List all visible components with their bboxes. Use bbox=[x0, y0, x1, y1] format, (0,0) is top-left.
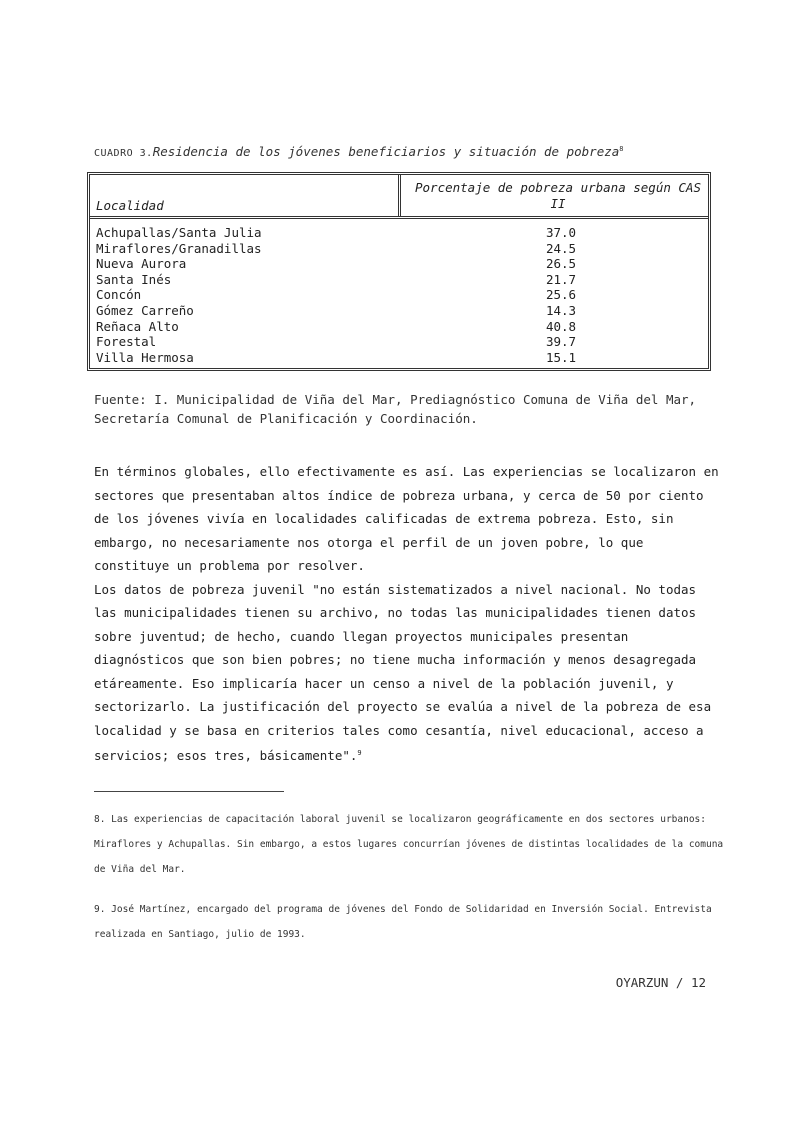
row-porcentaje: 37.0 bbox=[545, 225, 577, 240]
row-localidad: Miraflores/Granadillas bbox=[96, 240, 262, 256]
table-source: Fuente: I. Municipalidad de Viña del Mar, Prediagnóstico Comuna de Viña del Mar, Secretaría Comunal de Planificación y Coordinación. bbox=[94, 392, 697, 426]
table-row bbox=[96, 287, 708, 303]
paragraph-2-text: Los datos de pobreza juvenil "no están sistematizados a nivel nacional. No todas las municipalidades tienen su archivo, no todas las municipalidades tienen datos sobre juventud; de hecho, cuando llegan proyectos municipales presentan diagnósticos que son bien pobres; no tiene mucha información y menos desagregada etáreamente. Eso implicaría hacer un censo a nivel de la población juvenil, y sectorizarlo. La justificación del proyecto se evalúa a nivel de la pobreza de esa localidad y se basa en criterios tales como cesantía, nivel educacional, acceso a servicios; esos tres, básicamente". bbox=[94, 581, 712, 764]
table-row bbox=[96, 350, 708, 366]
caption-footnote-ref: 8 bbox=[619, 144, 624, 153]
header-divider bbox=[398, 175, 401, 216]
body-text bbox=[94, 460, 724, 768]
header-porcentaje: Porcentaje de pobreza urbana según CAS II bbox=[415, 180, 701, 211]
row-localidad: Forestal bbox=[96, 334, 157, 350]
table-caption bbox=[94, 144, 624, 159]
row-localidad: Nueva Aurora bbox=[96, 256, 187, 272]
row-porcentaje: 21.7 bbox=[545, 271, 577, 287]
table-row bbox=[96, 272, 708, 288]
footnote-separator bbox=[94, 791, 284, 792]
paragraph-1: En términos globales, ello efectivamente es así. Las experiencias se localizaron en sectores que presentaban altos índice de pobreza urbana, y cerca de 50 por ciento de los jóvenes vivía en localidades calificadas de extrema pobreza. Esto, sin embargo, no necesariamente nos otorga el perfil de un joven pobre, lo que constituye un problema por resolver. bbox=[94, 464, 719, 573]
row-porcentaje: 39.7 bbox=[545, 334, 577, 350]
table-row bbox=[96, 334, 708, 350]
paragraph-2 bbox=[94, 578, 724, 768]
table-header bbox=[90, 175, 708, 219]
row-porcentaje: 26.5 bbox=[545, 256, 577, 272]
row-porcentaje: 40.8 bbox=[545, 318, 577, 334]
footnote-8: 8. Las experiencias de capacitación laboral juvenil se localizaron geográficamente en dos sectores urbanos: Miraflores y Achupallas. Sin embargo, a estos lugares concurrían jóvenes de distintas localidades de la comuna de Viña del Mar. bbox=[94, 814, 724, 875]
caption-lead: CUADRO 3. bbox=[94, 148, 153, 159]
row-localidad: Concón bbox=[96, 287, 142, 303]
table-row bbox=[96, 319, 708, 335]
table-row bbox=[96, 303, 708, 319]
table-row bbox=[96, 256, 708, 272]
header-localidad: Localidad bbox=[96, 198, 164, 213]
footnote-9: 9. José Martínez, encargado del programa de jóvenes del Fondo de Solidaridad en Inversión Social. Entrevista realizada en Santiago, julio de 1993. bbox=[94, 904, 712, 940]
table-row bbox=[96, 241, 708, 257]
row-porcentaje: 14.3 bbox=[545, 302, 577, 318]
row-porcentaje: 24.5 bbox=[545, 240, 577, 256]
row-localidad: Gómez Carreño bbox=[96, 302, 194, 318]
caption-title: Residencia de los jóvenes beneficiarios y situación de pobreza bbox=[152, 144, 620, 159]
row-porcentaje: 25.6 bbox=[545, 287, 577, 303]
row-localidad: Santa Inés bbox=[96, 271, 172, 287]
row-localidad: Achupallas/Santa Julia bbox=[96, 225, 262, 240]
row-localidad: Reñaca Alto bbox=[96, 318, 179, 334]
row-localidad: Villa Hermosa bbox=[96, 349, 194, 365]
row-porcentaje: 15.1 bbox=[545, 349, 577, 365]
table-row bbox=[96, 225, 708, 241]
table-body bbox=[96, 225, 708, 365]
paragraph-2-footnote-ref: 9 bbox=[357, 749, 362, 757]
poverty-table bbox=[87, 172, 711, 371]
page-number: OYARZUN / 12 bbox=[615, 975, 706, 990]
